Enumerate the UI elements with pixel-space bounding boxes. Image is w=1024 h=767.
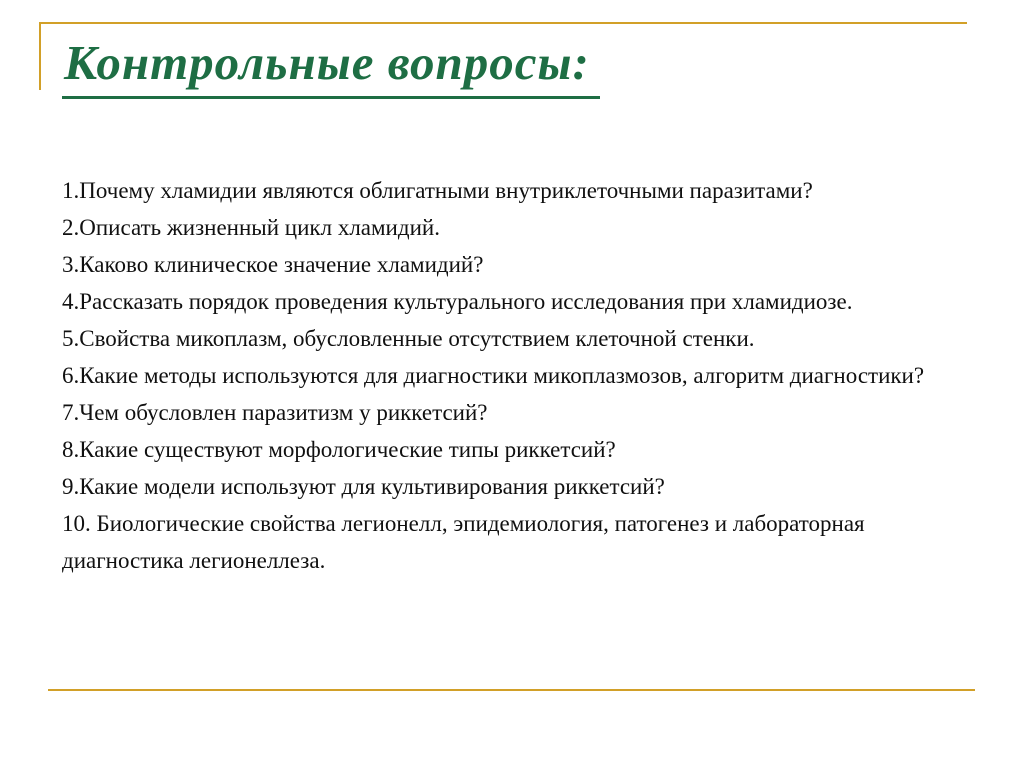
question-item: 2.Описать жизненный цикл хламидий. (62, 215, 440, 240)
top-border-line (39, 22, 967, 24)
question-item: 3.Каково клиническое значение хламидий? (62, 252, 484, 277)
question-item: 5.Свойства микоплазм, обусловленные отсутствием клеточной стенки. (62, 326, 755, 351)
left-border-line (39, 22, 41, 90)
question-list (62, 172, 970, 579)
slide-title: Контрольные вопросы: (62, 34, 600, 99)
question-item: 1.Почему хламидии являются облигатными внутриклеточными паразитами? (62, 178, 813, 203)
question-item: 10. Биологические свойства легионелл, эпидемиология, патогенез и лабораторная диагностика легионеллеза. (62, 511, 865, 573)
question-item: 9.Какие модели используют для культивирования риккетсий? (62, 474, 665, 499)
question-item: 6.Какие методы используются для диагностики микоплазмозов, алгоритм диагностики? (62, 363, 925, 388)
bottom-border-line (48, 689, 975, 691)
question-item: 4.Рассказать порядок проведения культурального исследования при хламидиозе. (62, 289, 853, 314)
question-item: 8.Какие существуют морфологические типы риккетсий? (62, 437, 616, 462)
question-item: 7.Чем обусловлен паразитизм у риккетсий? (62, 400, 488, 425)
